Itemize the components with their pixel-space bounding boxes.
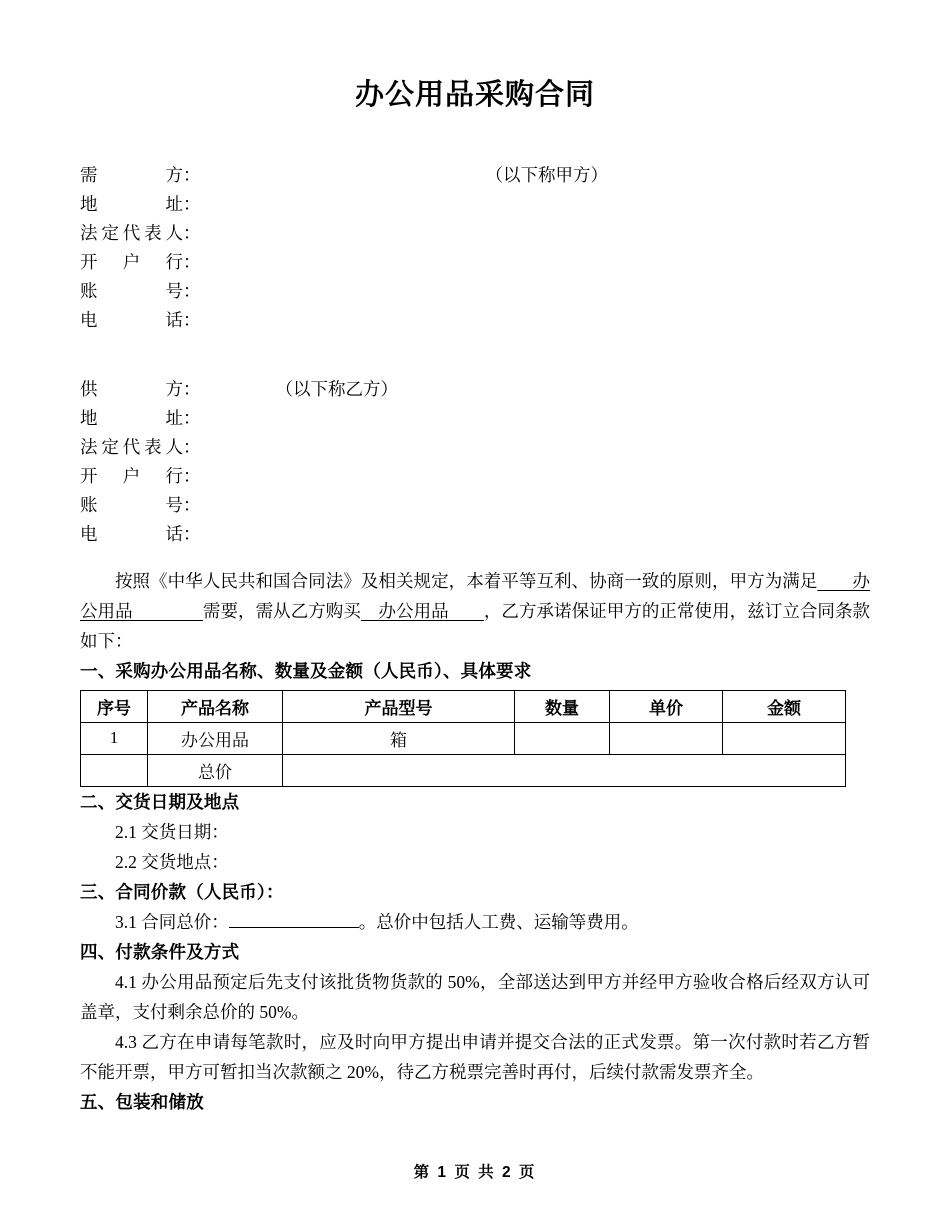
page-title: 办公用品采购合同 [354, 79, 595, 111]
column-header-model: 产品型号 [283, 690, 515, 722]
supplier-bank-colon: ： [183, 465, 201, 486]
clause-2-2: 2.2 交货地点： [115, 851, 229, 872]
intro-blank-goods[interactable]: 办公用品 [360, 600, 484, 621]
intro-paragraph [80, 566, 870, 656]
clause-2-1: 2.1 交货日期： [115, 821, 229, 842]
buyer-row-name [80, 161, 870, 190]
cell-total-label: 总价 [148, 754, 283, 786]
buyer-name-label: 需 方 [80, 164, 183, 185]
cell-amount[interactable] [723, 722, 846, 754]
buyer-row-account [80, 277, 870, 306]
column-header-qty: 数量 [515, 690, 610, 722]
supplier-row-name [80, 375, 870, 404]
supplier-row-legal-rep [80, 433, 870, 462]
intro-text-part2: 需要，需从乙方购买 [202, 600, 361, 621]
cell-total-empty [81, 754, 148, 786]
buyer-info-block [80, 161, 870, 335]
buyer-legal-rep-label: 法定代表人 [80, 222, 183, 243]
intro-text-part3: ，乙方承诺保证甲方的正常使用，兹订立合同条款如下： [80, 600, 871, 651]
clause-3-1 [80, 907, 870, 937]
supplier-row-phone [80, 520, 870, 549]
supplier-phone-colon: ： [183, 523, 201, 544]
contract-total-blank[interactable] [229, 912, 359, 928]
buyer-party-note: （以下称甲方） [485, 164, 608, 185]
column-header-name: 产品名称 [148, 690, 283, 722]
supplier-name-label: 供 方 [80, 378, 183, 399]
supplier-party-note: （以下称乙方） [275, 378, 398, 399]
supplier-bank-label: 开 户 行 [80, 465, 183, 486]
buyer-legal-rep-colon: ： [183, 222, 201, 243]
section-5-heading: 五、包装和储放 [80, 1091, 204, 1112]
table-header-row [81, 690, 846, 722]
procurement-table [80, 690, 846, 787]
intro-blank-purpose[interactable]: 办公用品 [80, 570, 871, 621]
supplier-phone-label: 电 话 [80, 523, 183, 544]
supplier-address-colon: ： [183, 407, 201, 428]
buyer-address-colon: ： [183, 193, 201, 214]
cell-seq: 1 [81, 722, 148, 754]
clause-4-1: 4.1 办公用品预定后先支付该批货物货款的 50%，全部送达到甲方并经甲方验收合格后经双方认可盖章，支付剩余总价的 50%。 [80, 971, 870, 1022]
cell-qty[interactable] [515, 722, 610, 754]
cell-name: 办公用品 [148, 722, 283, 754]
section-4-heading: 四、付款条件及方式 [80, 941, 240, 962]
buyer-bank-label: 开 户 行 [80, 251, 183, 272]
supplier-account-colon: ： [183, 494, 201, 515]
supplier-row-bank [80, 462, 870, 491]
buyer-row-bank [80, 248, 870, 277]
clause-3-1-suffix: 。总价中包括人工费、运输等费用。 [358, 911, 639, 932]
section-3-heading: 三、合同价款（人民币）： [80, 881, 284, 902]
supplier-info-block [80, 375, 870, 549]
section-2-heading: 二、交货日期及地点 [80, 791, 240, 812]
table-row [81, 722, 846, 754]
supplier-legal-rep-colon: ： [183, 436, 201, 457]
supplier-row-account [80, 491, 870, 520]
buyer-row-address [80, 190, 870, 219]
buyer-row-phone [80, 306, 870, 335]
supplier-row-address [80, 404, 870, 433]
buyer-phone-colon: ： [183, 309, 201, 330]
section-1-heading: 一、采购办公用品名称、数量及金额（人民币）、具体要求 [80, 660, 532, 681]
column-header-seq: 序号 [81, 690, 148, 722]
table-total-row [81, 754, 846, 786]
intro-text-part1: 按照《中华人民共和国合同法》及相关规定，本着平等互利、协商一致的原则，甲方为满足 [115, 570, 818, 591]
cell-price[interactable] [610, 722, 723, 754]
buyer-name-colon: ： [183, 164, 201, 185]
cell-total-value[interactable] [283, 754, 846, 786]
cell-model: 箱 [283, 722, 515, 754]
buyer-phone-label: 电 话 [80, 309, 183, 330]
column-header-amount: 金额 [723, 690, 846, 722]
supplier-address-label: 地 址 [80, 407, 183, 428]
page-footer: 第 1 页 共 2 页 [413, 1164, 537, 1181]
buyer-account-label: 账 号 [80, 280, 183, 301]
supplier-legal-rep-label: 法定代表人 [80, 436, 183, 457]
supplier-name-colon: ： [183, 378, 201, 399]
supplier-account-label: 账 号 [80, 494, 183, 515]
clause-4-3: 4.3 乙方在申请每笔款时，应及时向甲方提出申请并提交合法的正式发票。第一次付款时若乙方暂不能开票，甲方可暂扣当次款额之 20%，待乙方税票完善时再付，后续付款需发票齐全。 [80, 1031, 870, 1082]
buyer-account-colon: ： [183, 280, 201, 301]
buyer-address-label: 地 址 [80, 193, 183, 214]
clause-3-1-prefix: 3.1 合同总价： [115, 911, 229, 932]
buyer-bank-colon: ： [183, 251, 201, 272]
column-header-price: 单价 [610, 690, 723, 722]
buyer-row-legal-rep [80, 219, 870, 248]
